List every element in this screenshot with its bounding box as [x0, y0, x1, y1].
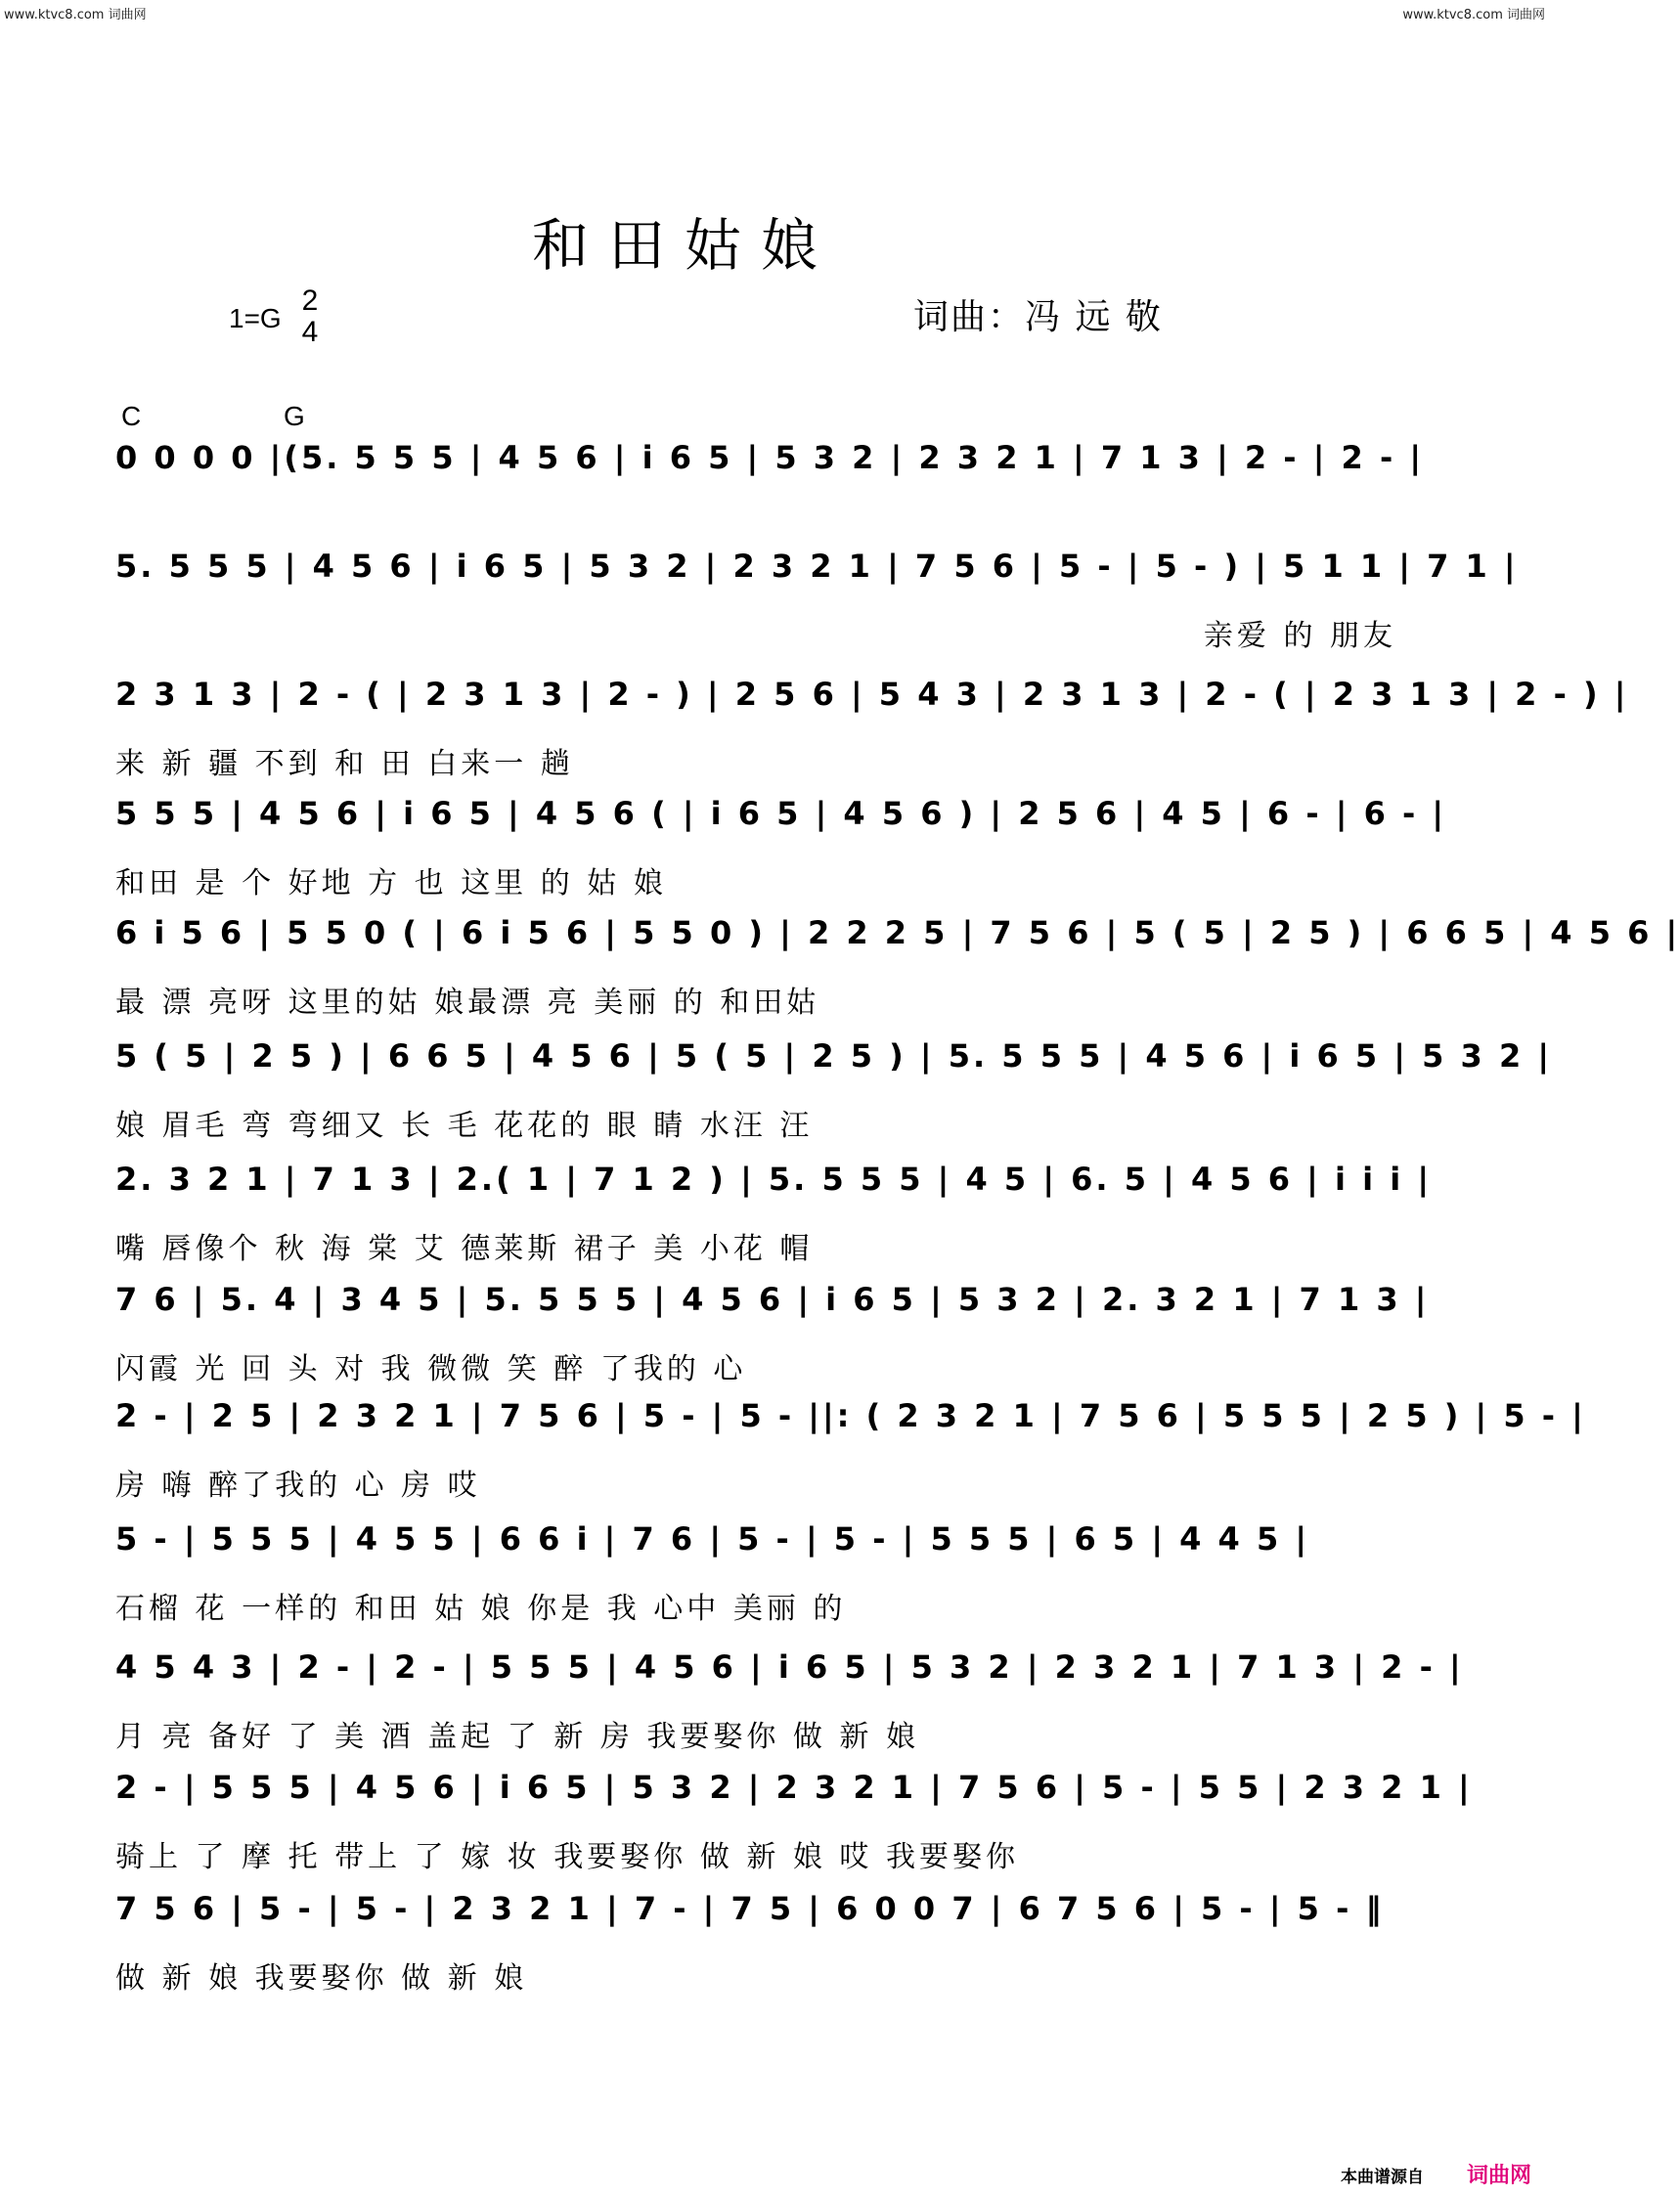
- lyrics-line: [115, 508, 1396, 548]
- meter-bottom: 4: [301, 316, 319, 348]
- key-signature: 1=G: [229, 303, 282, 333]
- lyrics-line: 月 亮 备好 了 美 酒 盖起 了 新 房 我要娶你 做 新 娘: [115, 1720, 919, 1754]
- score-system-13: [115, 1887, 1396, 2004]
- notation-line: 2. 3 2 1 | 7 1 3 | 2.( 1 | 7 1 2 ) | 5. 5 5 5 | 4 5 | 6. 5 | 4 5 6 | i i i |: [115, 1161, 1432, 1198]
- score-system-2: [115, 545, 1519, 662]
- score-system-6: [115, 1034, 1553, 1152]
- lyrics-line: 做 新 娘 我要娶你 做 新 娘: [115, 1961, 528, 1996]
- notation-line: 5 5 5 | 4 5 6 | i 6 5 | 4 5 6 ( | i 6 5 | 4 5 6 ) | 2 5 6 | 4 5 | 6 - | 6 - |: [115, 795, 1447, 832]
- lyrics-line: 石榴 花 一样的 和田 姑 娘 你是 我 心中 美丽 的: [115, 1592, 847, 1626]
- footer-source-note: 本曲谱源自: [1341, 2168, 1424, 2187]
- watermark-left: www.ktvc8.com 词曲网: [4, 8, 147, 22]
- time-signature: [299, 285, 321, 348]
- score-system-11: [115, 1646, 1464, 1763]
- score-system-4: [115, 792, 1447, 909]
- lyrics-line: 娘 眉毛 弯 弯细又 长 毛 花花的 眼 睛 水汪 汪: [115, 1109, 814, 1143]
- lyrics-line: 最 漂 亮呀 这里的姑 娘最漂 亮 美丽 的 和田姑: [115, 986, 820, 1020]
- chord-c: C: [121, 401, 142, 431]
- lyrics-line: 来 新 疆 不到 和 田 白来一 趟: [115, 747, 574, 781]
- score-system-5: [115, 911, 1680, 1029]
- score-system-7: [115, 1158, 1432, 1275]
- notation-line: 0 0 0 0 |(5. 5 5 5 | 4 5 6 | i 6 5 | 5 3 2 | 2 3 2 1 | 7 1 3 | 2 - | 2 - |: [115, 439, 1425, 476]
- notation-line: 6 i 5 6 | 5 5 0 ( | 6 i 5 6 | 5 5 0 ) | 2 2 2 5 | 7 5 6 | 5 ( 5 | 2 5 ) | 6 6 5 | 4 5 6 |: [115, 914, 1680, 951]
- score-system-9: [115, 1394, 1586, 1512]
- lyrics-line: 亲爱 的 朋友: [1203, 619, 1396, 653]
- notation-line: 5 - | 5 5 5 | 4 5 5 | 6 6 i | 7 6 | 5 - | 5 - | 5 5 5 | 6 5 | 4 4 5 |: [115, 1520, 1310, 1558]
- author-credit: 词曲：冯 远 敬: [913, 297, 1163, 337]
- notation-line: 2 - | 5 5 5 | 4 5 6 | i 6 5 | 5 3 2 | 2 3 2 1 | 7 5 6 | 5 - | 5 5 | 2 3 2 1 |: [115, 1769, 1473, 1806]
- song-title: 和田姑娘: [531, 212, 837, 279]
- meter-top: 2: [301, 285, 319, 317]
- notation-line: 7 5 6 | 5 - | 5 - | 2 3 2 1 | 7 - | 7 5 | 6 0 0 7 | 6 7 5 6 | 5 - | 5 - ‖: [115, 1890, 1385, 1927]
- lyrics-line: 嘴 唇像个 秋 海 棠 艾 德莱斯 裙子 美 小花 帽: [115, 1232, 814, 1266]
- lyrics-line: 骑上 了 摩 托 带上 了 嫁 妆 我要娶你 做 新 娘 哎 我要娶你: [115, 1840, 1019, 1874]
- lyrics-line: 和田 是 个 好地 方 也 这里 的 姑 娘: [115, 866, 667, 900]
- score-system-10: [115, 1517, 1396, 1635]
- score-system-1: [115, 436, 1425, 553]
- notation-line: 4 5 4 3 | 2 - | 2 - | 5 5 5 | 4 5 6 | i 6 5 | 5 3 2 | 2 3 2 1 | 7 1 3 | 2 - |: [115, 1648, 1464, 1686]
- notation-line: 2 - | 2 5 | 2 3 2 1 | 7 5 6 | 5 - | 5 - ||: ( 2 3 2 1 | 7 5 6 | 5 5 5 | 2 5 ) | 5 - |: [115, 1397, 1586, 1434]
- notation-line: 7 6 | 5. 4 | 3 4 5 | 5. 5 5 5 | 4 5 6 | i 6 5 | 5 3 2 | 2. 3 2 1 | 7 1 3 |: [115, 1281, 1430, 1318]
- score-system-3: [115, 673, 1629, 790]
- notation-line: 5. 5 5 5 | 4 5 6 | i 6 5 | 5 3 2 | 2 3 2 1 | 7 5 6 | 5 - | 5 - ) | 5 1 1 | 7 1 |: [115, 548, 1519, 585]
- footer-logo: 词曲网: [1466, 2164, 1531, 2188]
- lyrics-line: 房 嗨 醉了我的 心 房 哎: [115, 1469, 481, 1503]
- lyrics-line: 闪霞 光 回 头 对 我 微微 笑 醉 了我的 心: [115, 1352, 747, 1386]
- notation-line: 2 3 1 3 | 2 - ( | 2 3 1 3 | 2 - ) | 2 5 6 | 5 4 3 | 2 3 1 3 | 2 - ( | 2 3 1 3 | 2 - ) |: [115, 676, 1629, 713]
- watermark-right: www.ktvc8.com 词曲网: [1402, 8, 1545, 22]
- score-system-8: [115, 1278, 1430, 1395]
- score-system-12: [115, 1766, 1473, 1883]
- notation-line: 5 ( 5 | 2 5 ) | 6 6 5 | 4 5 6 | 5 ( 5 | 2 5 ) | 5. 5 5 5 | 4 5 6 | i 6 5 | 5 3 2 |: [115, 1037, 1553, 1075]
- chord-g: G: [284, 401, 305, 431]
